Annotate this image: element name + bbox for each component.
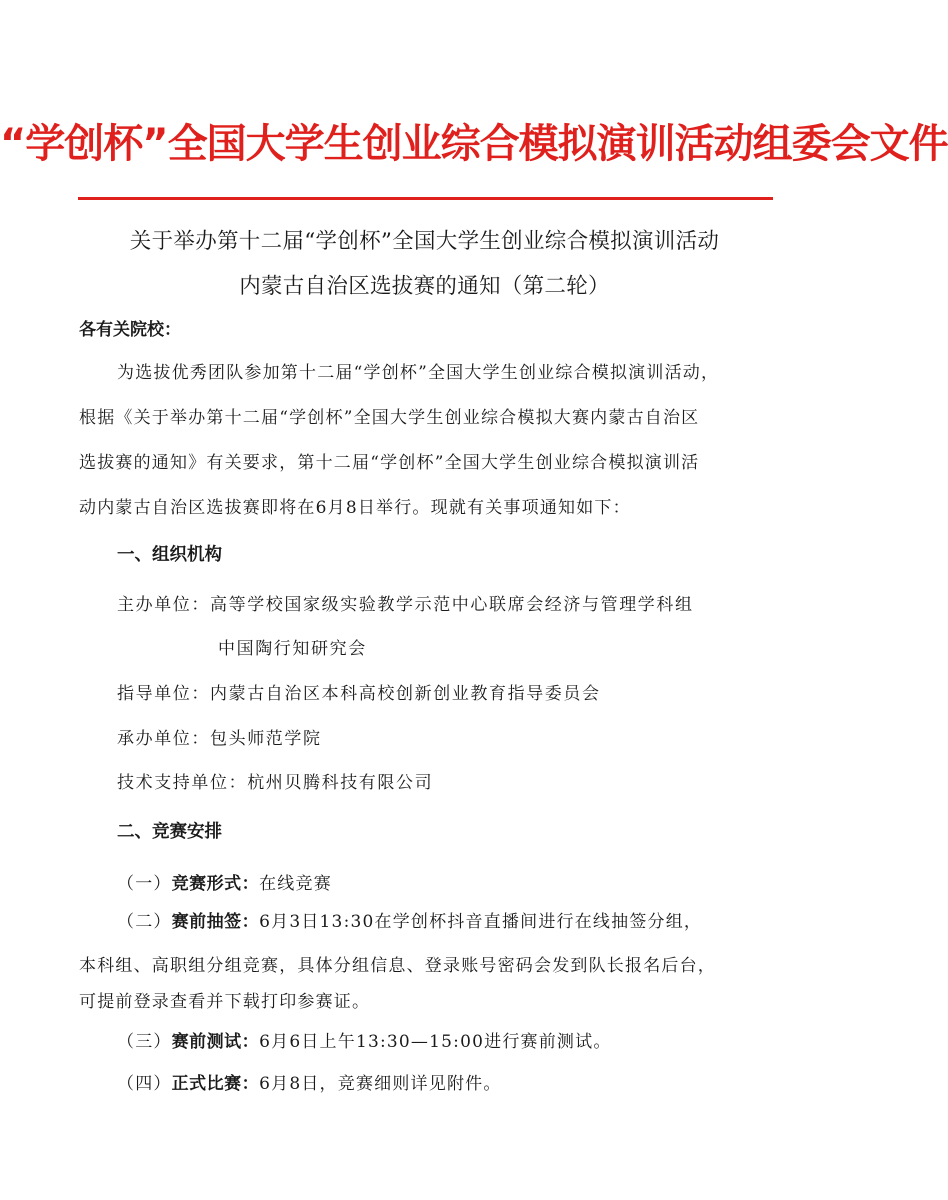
masthead-divider [78, 197, 773, 200]
item-text: 在线竞赛 [259, 874, 332, 894]
item-number: （四） [117, 1074, 172, 1094]
tech-support-row [117, 768, 433, 793]
intro-line-2: 根据《关于举办第十二届“学创杯”全国大学生创业综合模拟大赛内蒙古自治区 [79, 408, 700, 428]
schedule-item-format [117, 869, 332, 894]
notice-title-line-1: 关于举办第十二届“学创杯”全国大学生创业综合模拟演训活动 [129, 229, 720, 254]
schedule-item-draw [117, 907, 702, 932]
item-label: 竞赛形式： [171, 874, 260, 894]
guide-unit-value: 内蒙古自治区本科高校创新创业教育指导委员会 [210, 684, 601, 704]
schedule-item-draw-cont-2: 可提前登录查看并下载打印参赛证。 [79, 992, 371, 1012]
tech-support-label: 技术支持单位： [117, 773, 248, 793]
host-unit-value-2: 中国陶行知研究会 [218, 639, 367, 659]
intro-line-1: 为选拔优秀团队参加第十二届“学创杯”全国大学生创业综合模拟演训活动， [117, 363, 720, 383]
item-label: 赛前抽签： [171, 912, 260, 932]
item-label: 正式比赛： [171, 1074, 260, 1094]
guide-unit-label: 指导单位： [117, 684, 210, 704]
item-number: （一） [117, 874, 172, 894]
schedule-item-final [117, 1069, 502, 1094]
document-masthead: “学创杯”全国大学生创业综合模拟演训活动组委会文件 [0, 121, 948, 167]
item-number: （二） [117, 912, 172, 932]
guide-unit-row [117, 679, 601, 704]
section-heading-schedule: 二、竞赛安排 [117, 822, 222, 842]
schedule-item-test [117, 1027, 612, 1052]
section-heading-organization: 一、组织机构 [117, 545, 222, 565]
salutation: 各有关院校： [79, 320, 181, 340]
organizer-unit-row [117, 724, 322, 749]
intro-line-4: 动内蒙古自治区选拔赛即将在6月8日举行。现就有关事项通知如下： [79, 498, 631, 518]
item-label: 赛前测试： [171, 1032, 260, 1052]
host-unit-label: 主办单位： [117, 595, 210, 615]
schedule-item-draw-cont-1: 本科组、高职组分组竞赛，具体分组信息、登录账号密码会发到队长报名后台， [79, 956, 716, 976]
item-text: 6月6日上午13:30—15:00进行赛前测试。 [259, 1032, 612, 1052]
notice-title-line-2: 内蒙古自治区选拔赛的通知（第二轮） [239, 274, 610, 299]
organizer-unit-label: 承办单位： [117, 729, 210, 749]
intro-line-3: 选拔赛的通知》有关要求，第十二届“学创杯”全国大学生创业综合模拟演训活 [79, 453, 700, 473]
host-unit-value: 高等学校国家级实验教学示范中心联席会经济与管理学科组 [210, 595, 694, 615]
organizer-unit-value: 包头师范学院 [210, 729, 322, 749]
item-number: （三） [117, 1032, 172, 1052]
host-unit-row [117, 590, 694, 615]
tech-support-value: 杭州贝腾科技有限公司 [247, 773, 434, 793]
item-text: 6月8日，竞赛细则详见附件。 [259, 1074, 502, 1094]
item-text: 6月3日13:30在学创杯抖音直播间进行在线抽签分组， [259, 912, 703, 932]
